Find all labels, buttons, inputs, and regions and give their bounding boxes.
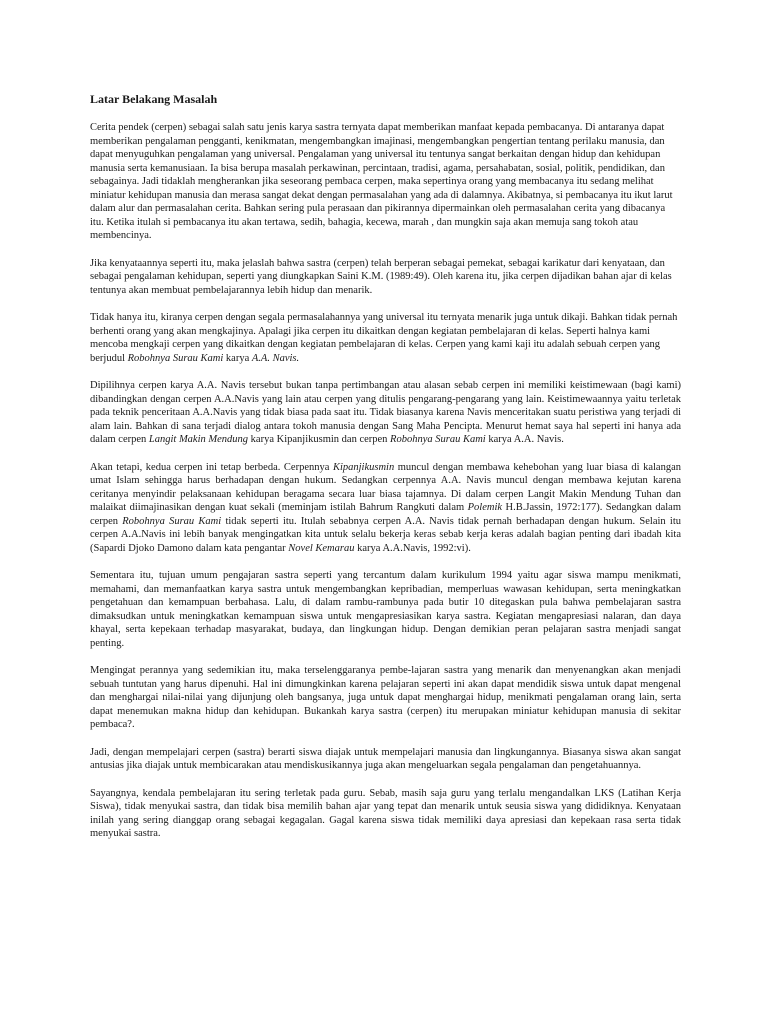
paragraph xyxy=(90,461,681,556)
paragraph xyxy=(90,311,681,365)
italic-title-text: Novel Kemarau xyxy=(288,542,355,554)
italic-title-text: Kipanjikusmin xyxy=(332,461,395,473)
italic-title-text: Robohnya Surau Kami xyxy=(122,515,222,527)
paragraph xyxy=(90,121,681,243)
italic-title-text: A.A. Navis. xyxy=(251,352,300,364)
paragraph-text: karya A.A. Navis. xyxy=(485,434,564,445)
italic-title-text: Robohnya Surau Kami xyxy=(390,434,486,445)
paragraph xyxy=(90,569,681,650)
paragraph-text: Akan tetapi, kedua cerpen ini tetap berbeda. Cerpennya xyxy=(90,461,333,473)
paragraph-text: karya xyxy=(223,352,252,364)
paragraph-text: Mengingat perannya yang sedemikian itu, maka terselenggaranya pembe-lajaran sastra yang menarik dan menyenangkan akan menjadi sebuah tuntutan yang harus dipenuhi. Hal ini dimungkinkan karena pelajaran seperti ini akan dapat mendidik siswa untuk dapat mengenal dan menghargai nilai-nilai yang dijunjung oleh bangsanya, juga untuk dapat menghargai hidup, menikmati pengalaman orang lain, serta dapat menemukan makna hidup dan kehidupan. Bukankah karya sastra (cerpen) itu merupakan miniatur kehidupan manusia di sekitar pembaca?. xyxy=(90,665,681,730)
document-body xyxy=(90,121,681,841)
italic-title-text: Langit Makin Mendung xyxy=(148,434,249,445)
paragraph xyxy=(90,787,681,841)
paragraph-text: Dipilihnya cerpen karya A.A. Navis tersebut bukan tanpa pertimbangan atau alasan sebab cerpen ini memiliki keistimewaan (bagi kami) dibandingkan dengan cerpen A.A.Navis yang lain atau cerpen yang ditulis pengarang-pengarang yang lain. Keistimewaannya yaitu terletak pada teknik penceritaan A.A.Navis yang tidak biasa pada saat itu. Tidak biasanya karena Navis menceritakan suatu peristiwa yang terjadi di alam lain. Bahkan di sana terjadi dialog antara tokoh manusia dengan Sang Maha Pencipta. Menurut hemat saya hal seperti ini hanya ada dalam cerpen xyxy=(90,380,681,445)
paragraph xyxy=(90,664,681,732)
paragraph xyxy=(90,379,681,447)
italic-title-text: Robohnya Surau Kami xyxy=(127,352,224,364)
paragraph-text: muncul dengan membawa kehebohan yang luar biasa di kalangan umat Islam sehingga harus berhadapan dengan hukum. Sedangkan cerpennya A.A. Navis muncul dengan membawa kejutan karena ceritanya menyindir pelaksanaan kehidupan beragama secara luar biasa tajamnya. Di dalam cerpen Langit Makin Mendung Tuhan dan malaikat diimajinasikan dengan kuat sekali (meminjam istilah Bahrum Rangkuti dalam xyxy=(90,461,681,513)
paragraph-text: tidak seperti itu. Itulah sebabnya cerpen A.A. Navis tidak pernah berhadapan dengan hukum. Selain itu cerpen A.A.Navis ini lebih banyak mengingatkan kita untuk selalu bekerja keras sebab kerja keras adalah bagian penting dari ibadah kita (Sapardi Djoko Damono dalam kata pengantar xyxy=(90,515,681,554)
paragraph xyxy=(90,257,681,298)
paragraph-text: karya Kipanjikusmin dan cerpen xyxy=(248,434,391,445)
paragraph-text: Tidak hanya itu, kiranya cerpen dengan segala permasalahannya yang universal itu ternyata menarik juga untuk dikaji. Bahkan tidak pernah berhenti orang yang akan mengkajinya. Apalagi jika cerpen itu dikaitkan dengan kegiatan pembelajaran di kelas. Seperti halnya kami mencoba mengkaji cerpen yang dikaitkan dengan kegiatan pembelajaran di kelas. Cerpen yang kami kaji itu adalah sebuah cerpen yang berjudul xyxy=(90,312,678,364)
paragraph-text: Jika kenyataannya seperti itu, maka jelaslah bahwa sastra (cerpen) telah berperan sebagai pemekat, sebagai karikatur dari kenyataan, dan sebagai pengalaman kehidupan, seperti yang diungkapkan Saini K.M. (1989:49). Oleh karena itu, jika cerpen dijadikan bahan ajar di kelas tentunya akan membuat pembelajarannya lebih hidup dan menarik. xyxy=(90,257,672,296)
paragraph-text: karya A.A.Navis, 1992:vi). xyxy=(354,542,471,554)
paragraph-text: Jadi, dengan mempelajari cerpen (sastra) berarti siswa diajak untuk mempelajari manusia dan lingkungannya. Biasanya siswa akan sangat antusias jika diajak untuk membicarakan atau mendiskusikannya juga akan mengeluarkan segala pengalaman dan pengetahuannya. xyxy=(90,746,681,771)
italic-title-text: Polemik xyxy=(467,502,503,513)
paragraph-text: Cerita pendek (cerpen) sebagai salah satu jenis karya sastra ternyata dapat memberikan manfaat kepada pembacanya. Di antaranya dapat memberikan pengalaman pengganti, kenikmatan, mengembangkan imajinasi, mengembangkan pengertian tentang perilaku manusia, dan dapat menyuguhkan pengalaman yang universal. Pengalaman yang universal itu tentunya sangat berkaitan dengan hidup dan kehidupan manusia serta kemanusiaan. Ia bisa berupa masalah perkawinan, percintaan, tradisi, agama, persahabatan, sosial, politik, pendidikan, dan sebagainya. Jadi tidaklah mengherankan jika seseorang pembaca cerpen, maka sepertinya orang yang membacanya itu sedang melihat miniatur kehidupan manusia dan merasa sangat dekat dengan permasalahan yang ada di dalamnya. Akibatnya, si pembacanya itu ikut larut dalam alur dan permasalahan cerita. Bahkan sering pula perasaan dan pikirannya dipermainkan oleh permasalahan cerita yang dibacanya itu. Ketika itulah si pembacanya itu akan tertawa, sedih, bahagia, kecewa, marah , dan mungkin saja akan memuja sang tokoh atau membencinya. xyxy=(90,122,673,241)
paragraph xyxy=(90,746,681,773)
paragraph-text: Sayangnya, kendala pembelajaran itu sering terletak pada guru. Sebab, masih saja guru yang terlalu mengandalkan LKS (Latihan Kerja Siswa), tidak menyukai sastra, dan tidak bisa memilih bahan ajar yang tepat dan menarik untuk seusia siswa yang dididiknya. Kenyataan inilah yang sering dianggap orang sebagai kegagalan. Gagal karena siswa tidak memiliki daya apresiasi dan kepekaan rasa serta tidak menyukai sastra. xyxy=(90,787,681,839)
paragraph-text: H.B.Jassin, 1972:177). Sedangkan dalam cerpen xyxy=(90,502,681,527)
document-title: Latar Belakang Masalah xyxy=(90,92,218,106)
paragraph-text: Sementara itu, tujuan umum pengajaran sastra seperti yang tercantum dalam kurikulum 1994 yaitu agar siswa mampu menikmati, memahami, dan memanfaatkan karya sastra untuk mengembangkan kepribadian, memperluas wawasan kehidupan, serta meningkatkan pengetahuan dan kemampuan berbahasa. Lalu, di dalam rambu-rambunya pada butir 10 ditegaskan pula bahwa pembelajaran sastra dimaksudkan untuk meningkatkan kemampuan siswa untuk mengapresiasikan karya sastra. Kegiatan mengapresiasi nalaran, dan daya khayal, serta kepekaan terhadap masyarakat, budaya, dan lingkungan hidup. Dengan demikian peran pelajaran sastra menjadi sangat penting. xyxy=(90,570,681,649)
